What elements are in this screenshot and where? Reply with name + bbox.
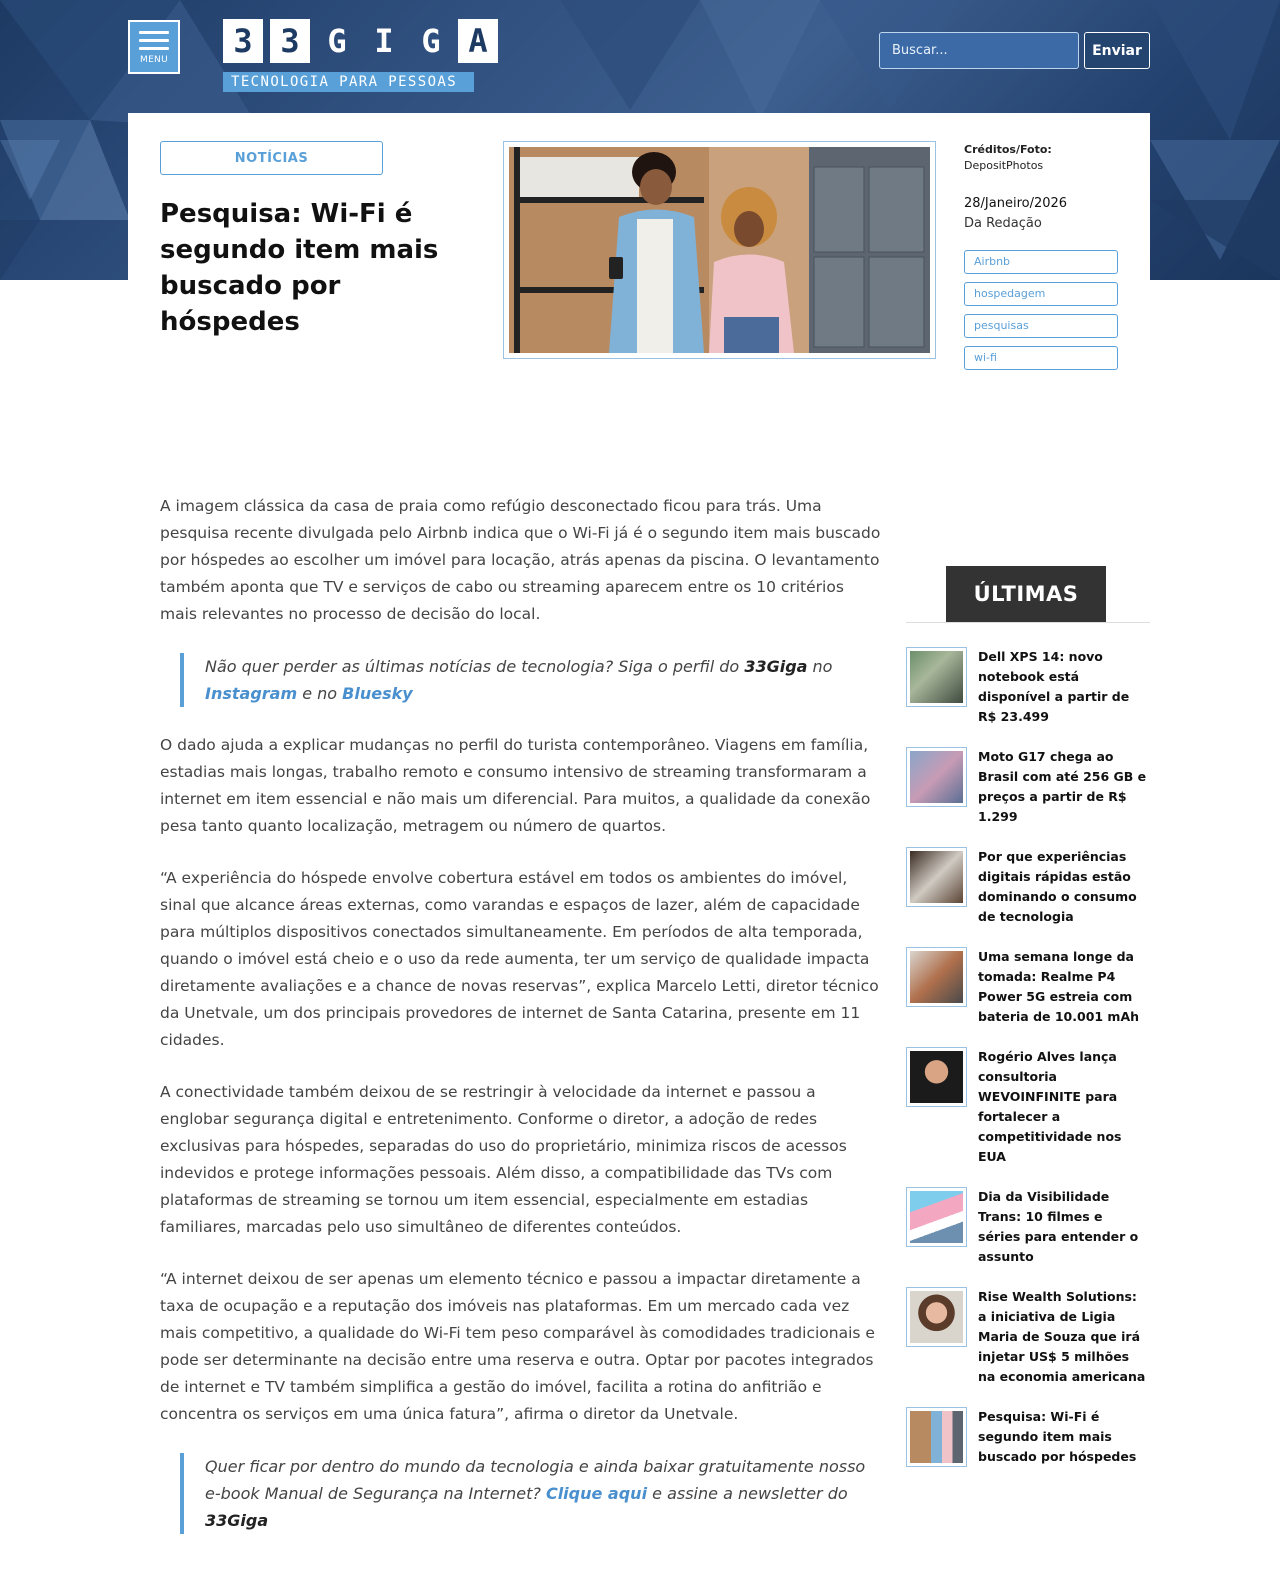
logo-letter: I [374,22,394,60]
latest-item[interactable] [906,847,1150,927]
logo-letter: G [421,22,441,60]
hamburger-icon [139,31,169,34]
latest-item-title: Uma semana longe da tomada: Realme P4 Power 5G estreia com bateria de 10.001 mAh [978,949,1140,1024]
callout-text: Não quer perder as últimas notícias de tecnologia? Siga o perfil do [205,657,745,676]
latest-item-title: Pesquisa: Wi-Fi é segundo item mais buscado por hóspedes [978,1409,1137,1464]
latest-item-title: Moto G17 chega ao Brasil com até 256 GB e preços a partir de R$ 1.299 [978,749,1147,824]
logo-letter: A [458,19,498,63]
publish-date: 28/Janeiro/2026 [964,196,1068,211]
latest-heading: ÚLTIMAS [946,566,1106,622]
instagram-link[interactable]: Instagram [205,684,298,703]
article-paragraph: O dado ajuda a explicar mudanças no perfil do turista contemporâneo. Viagens em família, estadias mais longas, trabalho remoto e consumo intensivo de streaming transformaram a internet em item essencial e não mais um diferencial. Para muitos, a qualidade da conexão pesa tanto quanto localização, metragem ou número de quartos. [160,736,871,835]
article-title: Pesquisa: Wi-Fi é segundo item mais buscado por hóspedes [160,199,439,337]
logo-letter: G [327,22,347,60]
guests-photo [906,1407,967,1467]
realme-phone-photo [906,947,967,1007]
latest-item[interactable] [906,947,1150,1027]
tag-link[interactable]: Airbnb [964,250,1118,274]
bluesky-link[interactable]: Bluesky [342,684,413,703]
callout-text: e assine a newsletter do [647,1484,848,1503]
author: Da Redação [964,216,1042,231]
portrait-woman-photo [906,1287,967,1347]
credits-value: DepositPhotos [964,159,1044,172]
laptop-photo [906,647,967,707]
article-paragraph: “A internet deixou de ser apenas um elemento técnico e passou a impactar diretamente a taxa de ocupação e a reputação dos imóveis nas plataformas. Em um mercado cada vez mais competitivo, a qualidade do Wi-Fi tem peso comparável às comodidades tradicionais e pode ser determinante na decisão entre uma reserva e outra. Optar por pacotes integrados de internet e TV também simplifica a gestão do imóvel, facilita a rotina do anfitrião e concentra os serviços em uma única fatura”, afirma o diretor da Unetvale. [160,1270,875,1423]
brand-name: 33Giga [205,1511,269,1530]
newsletter-callout [180,1453,885,1534]
latest-item-title: Dell XPS 14: novo notebook está disponível a partir de R$ 23.499 [978,649,1130,724]
latest-item-title: Rogério Alves lança consultoria WEVOINFINITE para fortalecer a competitividade nos EUA [978,1049,1122,1164]
hamburger-icon-bar [139,39,169,42]
credits-label: Créditos/Foto: [964,143,1052,156]
hamburger-icon-bar [139,47,169,50]
logo-tagline: TECNOLOGIA PARA PESSOAS [223,72,474,92]
article-meta [964,142,1144,378]
logo-digit: 3 [223,19,263,63]
latest-item-title: Por que experiências digitais rápidas estão dominando o consumo de tecnologia [978,849,1137,924]
category-badge[interactable]: NOTÍCIAS [160,141,383,175]
latest-item[interactable] [906,1287,1150,1387]
logo-digit: 3 [270,19,310,63]
article-paragraph: “A experiência do hóspede envolve cobertura estável em todos os ambientes do imóvel, sinal que alcance áreas externas, como varandas e espaços de lazer, além de capacidade para múltiplos dispositivos conectados simultaneamente. Em períodos de alta temporada, quando o imóvel está cheio e o uso da rede aumenta, ter um serviço de qualidade impacta diretamente avaliações e a chance de novas reservas”, explica Marcelo Letti, diretor técnico da Unetvale, um dos principais provedores de internet de Santa Catarina, presente em 11 cidades. [160,869,879,1049]
latest-item[interactable] [906,747,1150,827]
article-hero-image [503,141,936,359]
site-logo[interactable] [223,19,498,92]
latest-item-title: Dia da Visibilidade Trans: 10 filmes e séries para entender o assunto [978,1189,1139,1264]
newsletter-link[interactable]: Clique aqui [545,1484,648,1503]
menu-button[interactable] [128,20,180,74]
search-input[interactable] [879,32,1079,69]
latest-item[interactable] [906,1407,1150,1467]
portrait-man-photo [906,1047,967,1107]
latest-item-title: Rise Wealth Solutions: a iniciativa de Ligia Maria de Souza que irá injetar US$ 5 milhões na economia americana [978,1289,1146,1384]
trans-flag-photo [906,1187,967,1247]
callout-text: e no [297,684,343,703]
article-body [160,493,885,1559]
latest-item[interactable] [906,1047,1150,1167]
latest-item[interactable] [906,647,1150,727]
article-paragraph: A conectividade também deixou de se restringir à velocidade da internet e passou a englobar segurança digital e entretenimento. Conforme o diretor, a adoção de redes exclusivas para hóspedes, separadas do uso do proprietário, minimiza riscos de acessos indevidos e protege informações pessoais. Além disso, a compatibilidade das TVs com plataformas de streaming se tornou um item essencial, especialmente em estadias familiares, marcadas pelo uso simultâneo de diferentes conteúdos. [160,1083,847,1236]
menu-label: MENU [140,55,168,65]
brand-name: 33Giga [744,657,808,676]
smartphone-photo [906,747,967,807]
hand-phone-photo [906,847,967,907]
latest-news-sidebar [906,566,1150,1487]
latest-item[interactable] [906,1187,1150,1267]
tag-list [964,250,1144,370]
callout-text: Quer ficar por dentro do mundo da tecnologia e ainda baixar gratuitamente nosso e-book Manual de Segurança na Internet? [205,1457,866,1503]
social-follow-callout [180,653,885,707]
tag-link[interactable]: wi-fi [964,346,1118,370]
search-submit-button[interactable]: Enviar [1084,32,1150,69]
tag-link[interactable]: pesquisas [964,314,1118,338]
photo-credits [964,142,1144,174]
article-paragraph: A imagem clássica da casa de praia como refúgio desconectado ficou para trás. Uma pesquisa recente divulgada pelo Airbnb indica que o Wi-Fi já é o segundo item mais buscado por hóspedes ao escolher um imóvel para locação, atrás apenas da piscina. O levantamento também aponta que TV e serviços de cabo ou streaming aparecem entre os 10 critérios mais relevantes no processo de decisão do local. [160,497,881,623]
callout-text: no [807,657,833,676]
tag-link[interactable]: hospedagem [964,282,1118,306]
divider [906,622,1150,623]
